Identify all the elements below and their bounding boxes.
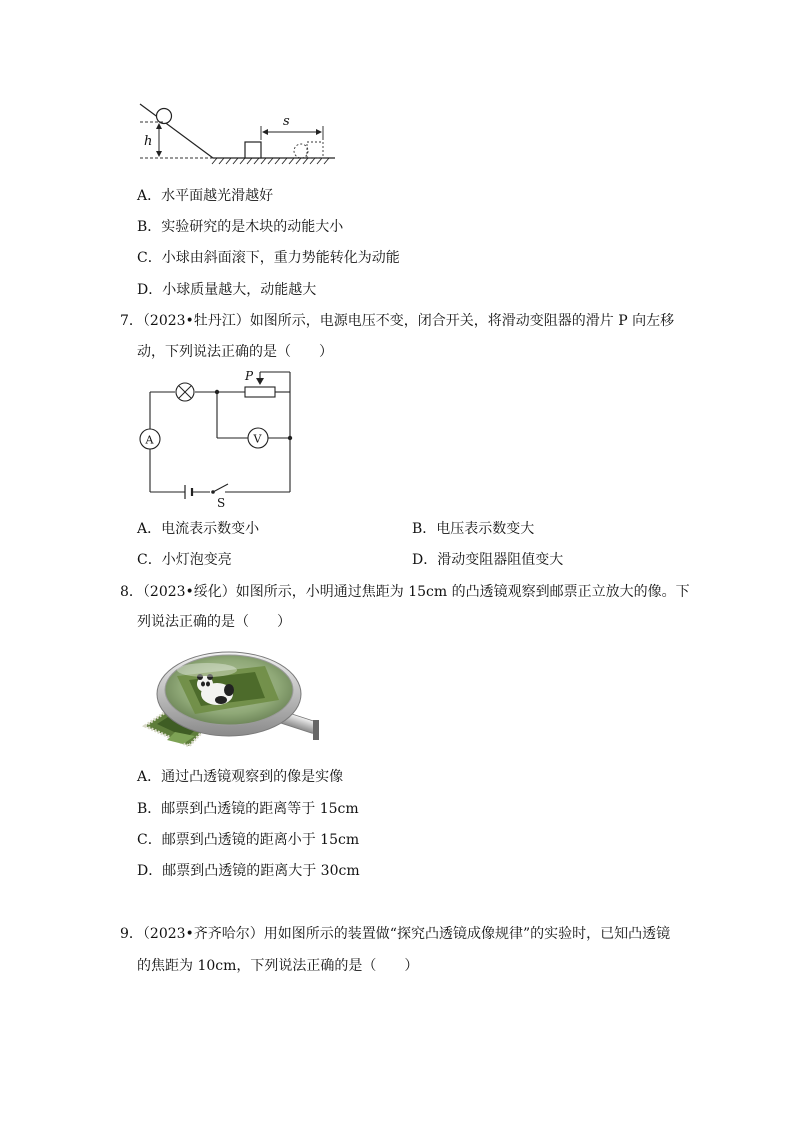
block-icon: [245, 142, 261, 158]
circuit-figure: [135, 368, 300, 510]
q6-option-c: C．小球由斜面滚下，重力势能转化为动能: [137, 250, 400, 266]
q6-option-d: D．小球质量越大，动能越大: [137, 282, 317, 298]
lamp-icon: [176, 383, 194, 401]
q8-option-b: B．邮票到凸透镜的距离等于 15cm: [137, 801, 359, 817]
incline-figure: [135, 100, 345, 172]
ammeter-label: A: [145, 433, 154, 447]
battery-icon: [185, 485, 192, 499]
q6-option-a: A．水平面越光滑越好: [137, 188, 274, 204]
magnifier-stamp-image: [137, 640, 322, 758]
q8-option-d: D．邮票到凸透镜的距离大于 30cm: [137, 863, 360, 879]
q8-stem-line1: 8．（2023•绥化）如图所示，小明通过焦距为 15cm 的凸透镜观察到邮票正立放大的像。下: [120, 584, 690, 600]
q9-stem-line2: 的焦距为 10cm，下列说法正确的是（ ）: [137, 958, 419, 974]
ball-icon: [157, 109, 172, 124]
q7-stem-line1: 7．（2023•牡丹江）如图所示，电源电压不变，闭合开关，将滑动变阻器的滑片 P 向左移: [120, 313, 675, 329]
s-label: s: [283, 114, 290, 129]
q7-option-d: D．滑动变阻器阻值变大: [412, 552, 564, 568]
q8-option-c: C．邮票到凸透镜的距离小于 15cm: [137, 832, 360, 848]
voltmeter-label: V: [253, 432, 262, 446]
q8-option-a: A．通过凸透镜观察到的像是实像: [137, 769, 344, 785]
q8-stem-line2: 列说法正确的是（ ）: [137, 614, 291, 630]
q7-option-b: B．电压表示数变大: [412, 521, 535, 537]
q6-option-b: B．实验研究的是木块的动能大小: [137, 219, 344, 235]
slider-p-label: P: [245, 369, 254, 383]
rheostat-icon: [245, 387, 275, 397]
switch-label: S: [217, 496, 226, 510]
q7-option-a: A．电流表示数变小: [137, 521, 260, 537]
q7-stem-line2: 动，下列说法正确的是（ ）: [137, 344, 333, 360]
h-label: h: [144, 134, 153, 149]
q7-option-c: C．小灯泡变亮: [137, 552, 232, 568]
q9-stem-line1: 9．（2023•齐齐哈尔）用如图所示的装置做“探究凸透镜成像规律”的实验时，已知凸透镜: [120, 926, 671, 942]
